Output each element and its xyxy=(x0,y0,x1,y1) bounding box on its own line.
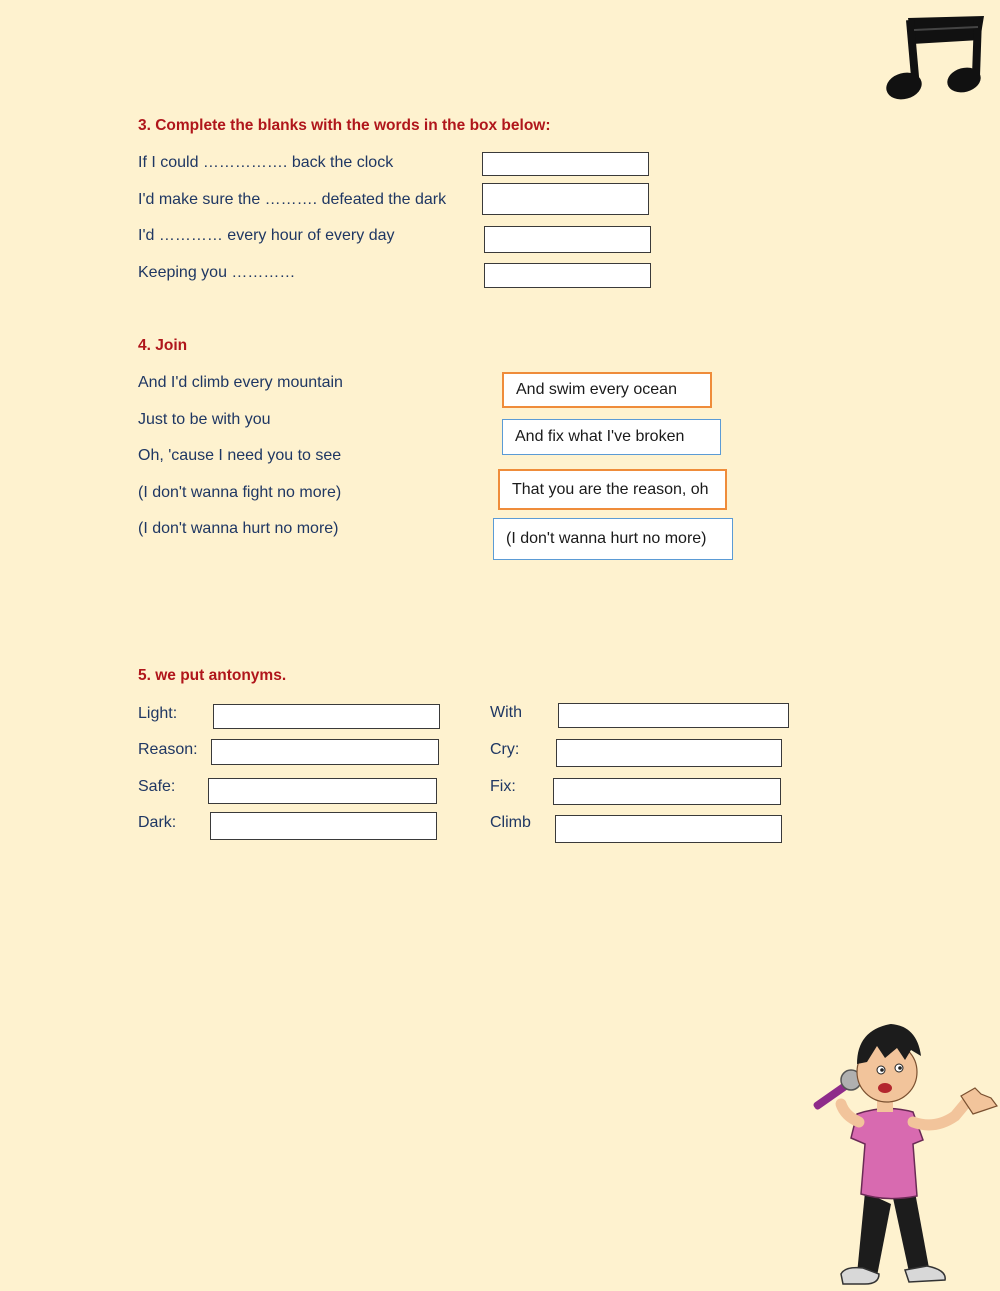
antonym-input-with[interactable] xyxy=(558,703,789,728)
antonym-label-light: Light: xyxy=(138,705,178,722)
join-left-1: And I'd climb every mountain xyxy=(138,374,343,391)
section3-title-text: . Complete the blanks with the words in the box below: xyxy=(146,117,551,134)
antonym-label-dark: Dark: xyxy=(138,814,177,831)
join-option-1[interactable]: And swim every ocean xyxy=(502,372,712,408)
antonym-label-with: With xyxy=(490,704,522,721)
join-option-3[interactable]: That you are the reason, oh xyxy=(498,469,727,510)
antonym-input-climb[interactable] xyxy=(555,815,782,843)
antonym-label-climb: Climb xyxy=(490,814,531,831)
section3-number: 3 xyxy=(138,117,147,134)
join-option-2[interactable]: And fix what I've broken xyxy=(502,419,721,455)
section3-line-1: If I could ……………. back the clock xyxy=(138,154,394,171)
singer-boy-illustration xyxy=(805,1012,1000,1290)
section3-title xyxy=(138,117,551,135)
blank-input-4[interactable] xyxy=(484,263,651,288)
music-note-icon xyxy=(880,10,990,105)
join-left-5: (I don't wanna hurt no more) xyxy=(138,520,339,537)
section3-line-3: I'd ………… every hour of every day xyxy=(138,227,395,244)
join-option-4[interactable]: (I don't wanna hurt no more) xyxy=(493,518,733,560)
join-left-4: (I don't wanna fight no more) xyxy=(138,484,342,501)
section5-title: 5. we put antonyms. xyxy=(138,667,287,684)
antonym-input-dark[interactable] xyxy=(210,812,437,840)
antonym-label-cry: Cry: xyxy=(490,741,520,758)
section3-line-2: I'd make sure the ………. defeated the dark xyxy=(138,191,447,208)
antonym-label-fix: Fix: xyxy=(490,778,516,795)
antonym-input-safe[interactable] xyxy=(208,778,437,804)
antonym-input-reason[interactable] xyxy=(211,739,439,765)
blank-input-3[interactable] xyxy=(484,226,651,253)
blank-input-1[interactable] xyxy=(482,152,649,176)
section4-title: 4. Join xyxy=(138,337,188,354)
antonym-input-fix[interactable] xyxy=(553,778,781,805)
blank-input-2[interactable] xyxy=(482,183,649,215)
join-left-3: Oh, 'cause I need you to see xyxy=(138,447,342,464)
section3-line-4: Keeping you ………… xyxy=(138,264,296,281)
antonym-label-reason: Reason: xyxy=(138,741,198,758)
antonym-input-light[interactable] xyxy=(213,704,440,729)
antonym-input-cry[interactable] xyxy=(556,739,782,767)
join-left-2: Just to be with you xyxy=(138,411,271,428)
antonym-label-safe: Safe: xyxy=(138,778,176,795)
